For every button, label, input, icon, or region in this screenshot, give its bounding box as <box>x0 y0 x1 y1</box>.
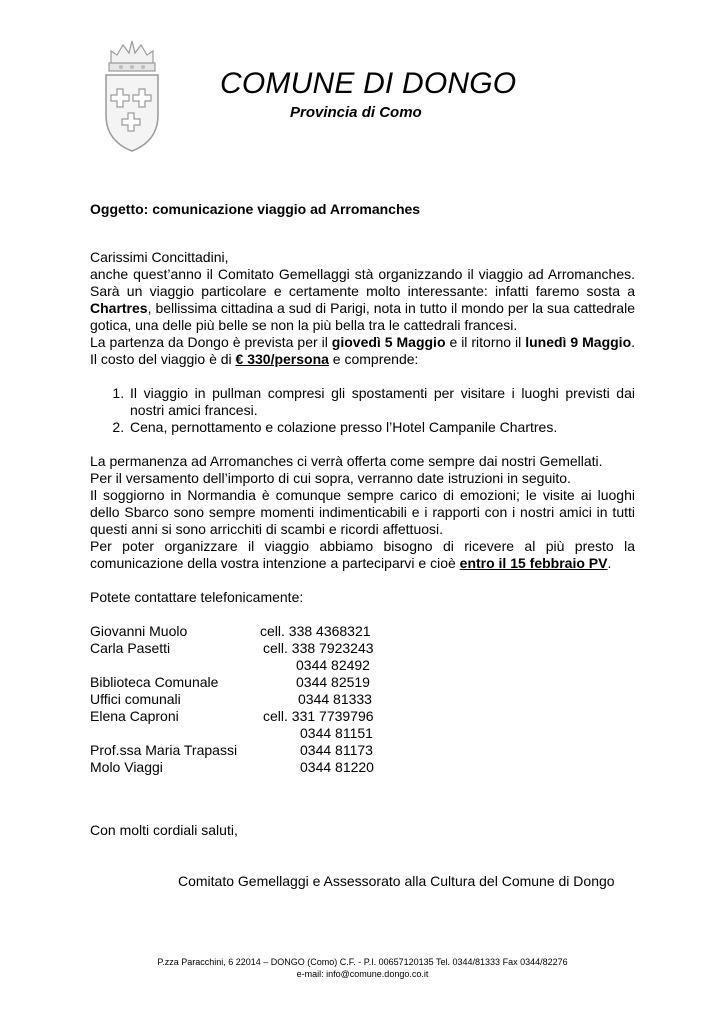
coat-of-arms-icon <box>103 37 161 153</box>
contact-intro: Potete contattare telefonicamente: <box>90 589 304 605</box>
letter-subject: Oggetto: comunicazione viaggio ad Arromanches <box>90 201 421 217</box>
list-item: 1. Il viaggio in pullman compresi gli spostamenti per visitare i luoghi previsti dai nostri amici francesi. <box>128 385 635 419</box>
footer-email: e-mail: info@comune.dongo.co.it <box>296 969 429 979</box>
letter-body <box>90 249 635 793</box>
greeting: Carissimi Concittadini, <box>90 249 229 265</box>
paragraph-dates: La partenza da Dongo è prevista per il giovedì 5 Maggio e il ritorno il lunedì 9 Maggio. Il costo del viaggio è di € 330/persona e comprende: <box>90 334 636 367</box>
paragraph-payment: Per il versamento dell’importo di cui sopra, verranno date istruzioni in seguito. <box>90 470 571 486</box>
paragraph-deadline: Per poter organizzare il viaggio abbiamo bisogno di ricevere al più presto la comunicazione della vostra intenzione a parteciparvi e cioè entro il 15 febbraio PV. <box>90 538 635 571</box>
paragraph-intro: anche quest’anno il Comitato Gemellaggi stà organizzando il viaggio ad Arromanches. Sarà un viaggio particolare e certamente molto interessante: infatti faremo sosta a Chartres, bellissima cittadina a sud di Parigi, nota in tutto il mondo per la sua cattedrale gotica, una delle più belle se non la più bella tra le cattedrali francesi. <box>90 266 635 333</box>
closing-salutation: Con molti cordiali saluti, <box>90 822 238 838</box>
footer-address: P.zza Paracchini, 6 22014 – DONGO (Como) C.F. - P.I. 00657120135 Tel. 0344/81333 Fax 0344/82276 <box>157 957 568 967</box>
paragraph-stay: La permanenza ad Arromanches ci verrà offerta come sempre dai nostri Gemellati. <box>90 453 603 469</box>
signature: Comitato Gemellaggi e Assessorato alla Cultura del Comune di Dongo <box>178 873 615 889</box>
province-subtitle: Provincia di Como <box>290 104 422 121</box>
included-list <box>90 385 635 436</box>
list-item: 2. Cena, pernottamento e colazione presso l’Hotel Campanile Chartres. <box>128 419 635 436</box>
paragraph-normandy: Il soggiorno in Normandia è comunque sempre carico di emozioni; le visite ai luoghi dello Sbarco sono sempre momenti indimenticabili e i rapporti con i nostri amici in tutti questi anni si sono arricchiti di scambi e ricordi affettuosi. <box>90 487 635 537</box>
municipality-title: COMUNE DI DONGO <box>220 67 517 100</box>
contact-list: Giovanni Muolo cell. 338 4368321 Carla Pasetti cell. 338 7923243 0344 82492 Biblioteca Comunale 0344 82519 Uffici comunali 0344 81333 Elena Caproni cell. 331 7739796 0344 81151 Prof.ssa Maria Trapassi 0344 81173 Molo Viaggi 0344 81220 <box>90 623 374 775</box>
